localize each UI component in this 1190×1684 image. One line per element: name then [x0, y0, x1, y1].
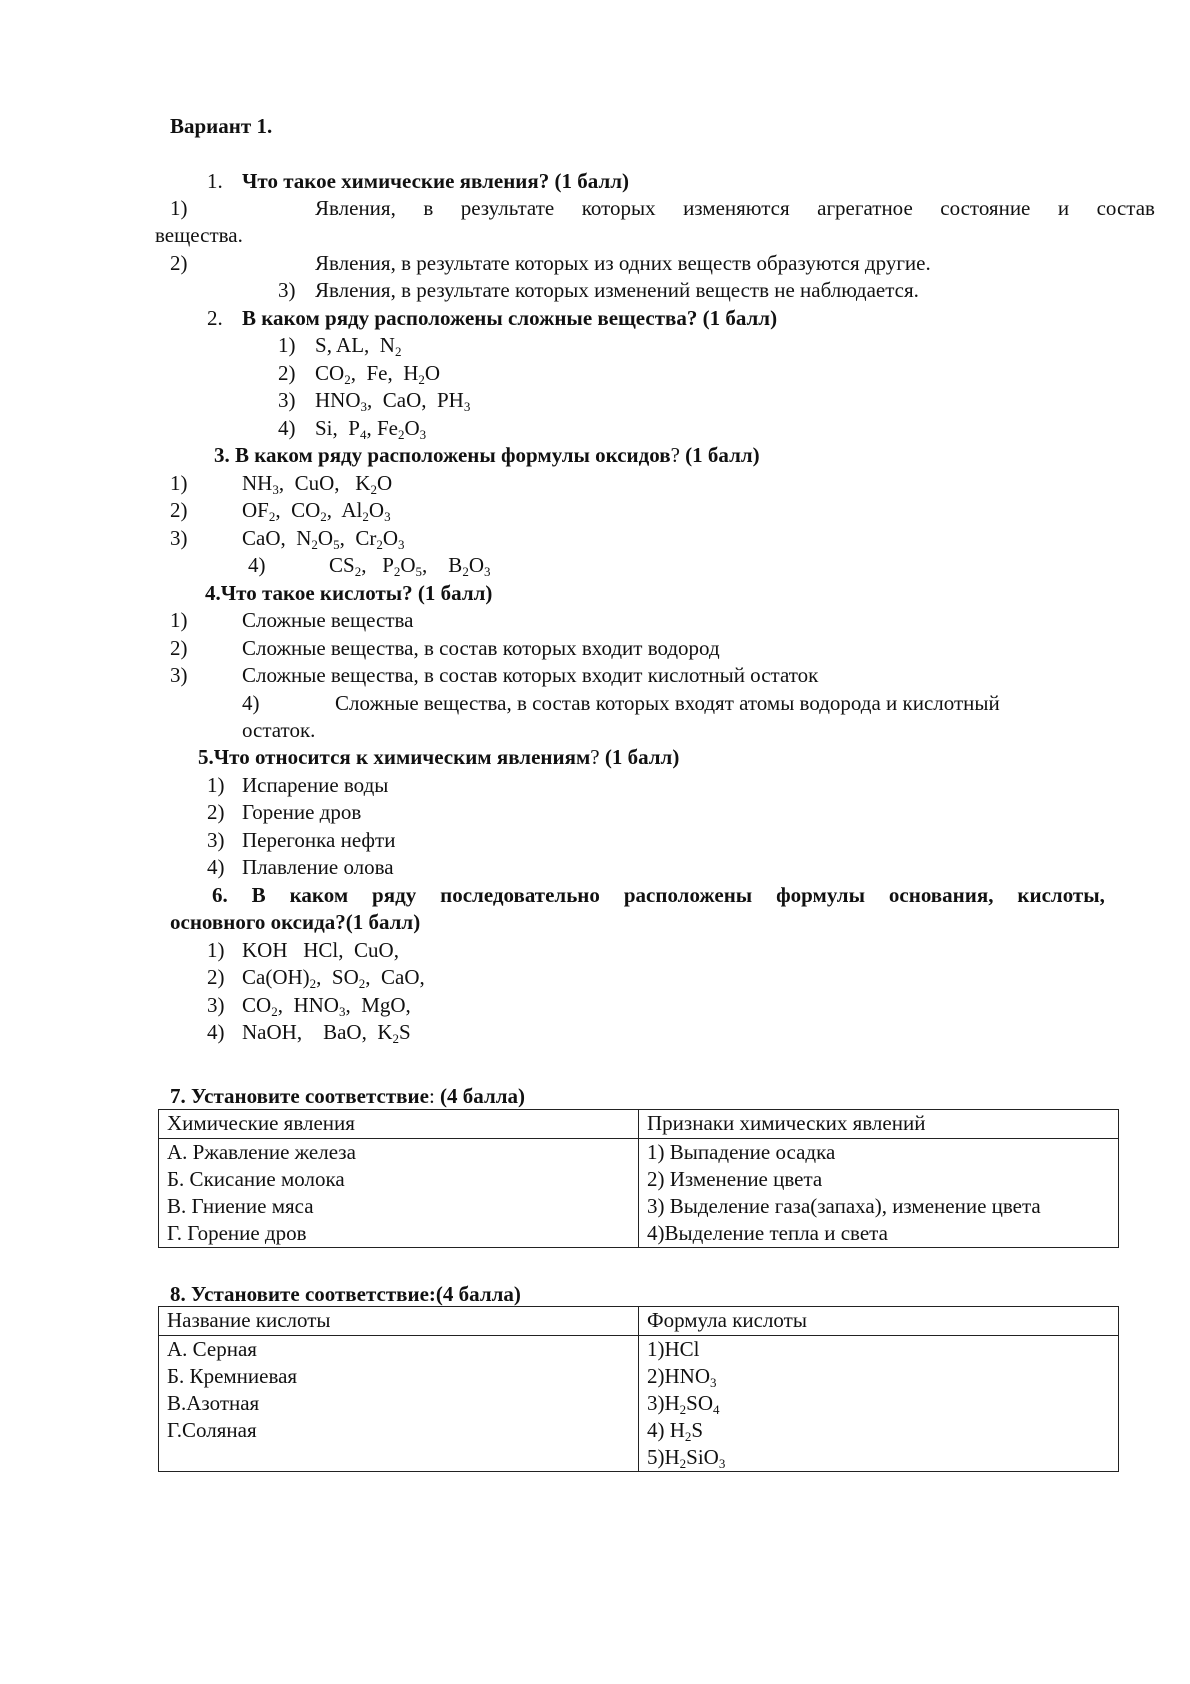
q6-text-cont: основного оксида?(1 балл) [170, 910, 421, 934]
q3-opt3-num: 3) [170, 526, 188, 550]
q2-opt3-num: 3) [278, 388, 296, 412]
q1-opt2-text: Явления, в результате которых из одних веществ образуются другие. [315, 251, 931, 275]
q4-opt2-num: 2) [170, 636, 188, 660]
q8-table [158, 1306, 1119, 1472]
q8-formula-item: 4) $H_2S$ [647, 1418, 704, 1444]
q3-opt4-num: 4) [248, 553, 266, 577]
q6-opt2-num: 2) [207, 965, 225, 989]
q4-text: 4.Что такое кислоты? (1 балл) [205, 581, 493, 605]
q3-opt1-num: 1) [170, 471, 188, 495]
variant-title: Вариант 1. [170, 114, 273, 138]
q3-opt2-formula: $OF_2$, $CO_2$, $Al_2O_3$ [242, 498, 391, 524]
q7-left-item: А. Ржавление железа [167, 1140, 356, 1164]
q6-opt3-formula: $CO_2$, $HNO_3$, MgO, [242, 993, 411, 1019]
q2-opt4-num: 4) [278, 416, 296, 440]
q8-left-item: В.Азотная [167, 1391, 260, 1415]
q7-left-column [159, 1139, 639, 1248]
q2-opt1-num: 1) [278, 333, 296, 357]
q8-formula-item: $5)H_2SiO_3$ [647, 1445, 726, 1471]
q7-right-column [639, 1139, 1119, 1248]
q6-text: 6. В каком ряду последовательно расположены формулы основания, кислоты, [212, 883, 1105, 907]
q7-left-item: Б. Скисание молока [167, 1167, 345, 1191]
q3-opt2-num: 2) [170, 498, 188, 522]
q4-opt2-text: Сложные вещества, в состав которых входит водород [242, 636, 720, 660]
q8-left-column [159, 1336, 639, 1472]
q7-right-header: Признаки химических явлений [639, 1110, 1119, 1139]
q8-left-item: Г.Соляная [167, 1418, 257, 1442]
q4-opt3-num: 3) [170, 663, 188, 687]
q5-opt2-num: 2) [207, 800, 225, 824]
q2-opt2-formula: $CO_2$, Fe, $H_2O$ [315, 361, 441, 387]
q5-text: 5.Что относится к химическим явлениям? (1 балл) [198, 745, 680, 769]
q3-opt3-formula: CaO, $N_2O_5$, $Cr_2O_3$ [242, 526, 405, 552]
q8-formula-item: $2)HNO_3$ [647, 1364, 717, 1390]
q7-left-header: Химические явления [159, 1110, 639, 1139]
q5-opt3-num: 3) [207, 828, 225, 852]
q4-opt3-text: Сложные вещества, в состав которых входит кислотный остаток [242, 663, 819, 687]
q5-opt2-text: Горение дров [242, 800, 362, 824]
q5-opt3-text: Перегонка нефти [242, 828, 396, 852]
q1-opt1-cont: вещества. [155, 223, 243, 247]
q5-opt1-text: Испарение воды [242, 773, 389, 797]
q4-opt4-num: 4) [242, 691, 260, 715]
q2-opt4-formula: Si, $P_4$, $Fe_2O_3$ [315, 416, 427, 442]
q1-text: Что такое химические явления? (1 балл) [242, 169, 630, 193]
q4-opt4-text: Сложные вещества, в состав которых входят атомы водорода и кислотный [335, 691, 1000, 715]
q7-left-item: В. Гниение мяса [167, 1194, 314, 1218]
q6-opt1-num: 1) [207, 938, 225, 962]
q2-opt3-formula: $HNO_3$, CaO, $PH_3$ [315, 388, 471, 414]
q6-opt2-formula: $Ca(OH)_2$, $SO_2$, CaO, [242, 965, 425, 991]
q1-opt3-num: 3) [278, 278, 296, 302]
q6-opt1-formula: KOH HCl, CuO, [242, 938, 399, 962]
q3-text: 3. В каком ряду расположены формулы оксидов? (1 балл) [214, 443, 760, 467]
q2-number: 2. [207, 306, 223, 330]
q8-left-item: А. Серная [167, 1337, 257, 1361]
q1-opt2-num: 2) [170, 251, 188, 275]
q3-opt4-formula: $CS_2$, $P_2O_5$, $B_2O_3$ [329, 553, 491, 579]
q5-opt4-text: Плавление олова [242, 855, 394, 879]
q7-left-item: Г. Горение дров [167, 1221, 307, 1245]
q7-right-item: 4)Выделение тепла и света [647, 1221, 888, 1245]
q2-text: В каком ряду расположены сложные вещества? (1 балл) [242, 306, 778, 330]
q4-opt4-cont: остаток. [242, 718, 316, 742]
q7-right-item: 3) Выделение газа(запаха), изменение цвета [647, 1194, 1041, 1218]
q2-opt2-num: 2) [278, 361, 296, 385]
q2-opt1-formula: S, AL, $N_2$ [315, 333, 402, 359]
q8-formula-item: 1)HCl [647, 1337, 700, 1361]
q7-table [158, 1109, 1119, 1248]
q8-right-header: Формула кислоты [639, 1307, 1119, 1336]
q1-opt1-num: 1) [170, 196, 188, 220]
q1-number: 1. [207, 169, 223, 193]
q6-opt4-formula: NaOH, BaO, $K_2S$ [242, 1020, 411, 1046]
q1-opt3-text: Явления, в результате которых изменений веществ не наблюдается. [315, 278, 919, 302]
q6-opt3-num: 3) [207, 993, 225, 1017]
q1-opt1-text: Явления, в результате которых изменяются агрегатное состояние и состав [315, 196, 1155, 220]
q8-formula-item: $3)H_2SO_4$ [647, 1391, 720, 1417]
q7-title: 7. Установите соответствие: (4 балла) [170, 1084, 526, 1108]
q8-right-column [639, 1336, 1119, 1472]
q7-right-item: 2) Изменение цвета [647, 1167, 823, 1191]
q4-opt1-num: 1) [170, 608, 188, 632]
q8-left-item: Б. Кремниевая [167, 1364, 298, 1388]
q8-title: 8. Установите соответствие:(4 балла) [170, 1282, 521, 1306]
q4-opt1-text: Сложные вещества [242, 608, 414, 632]
q6-opt4-num: 4) [207, 1020, 225, 1044]
q5-opt1-num: 1) [207, 773, 225, 797]
q3-opt1-formula: $NH_3$, CuO, $K_2O$ [242, 471, 393, 497]
q7-right-item: 1) Выпадение осадка [647, 1140, 836, 1164]
q8-left-header: Название кислоты [159, 1307, 639, 1336]
q5-opt4-num: 4) [207, 855, 225, 879]
